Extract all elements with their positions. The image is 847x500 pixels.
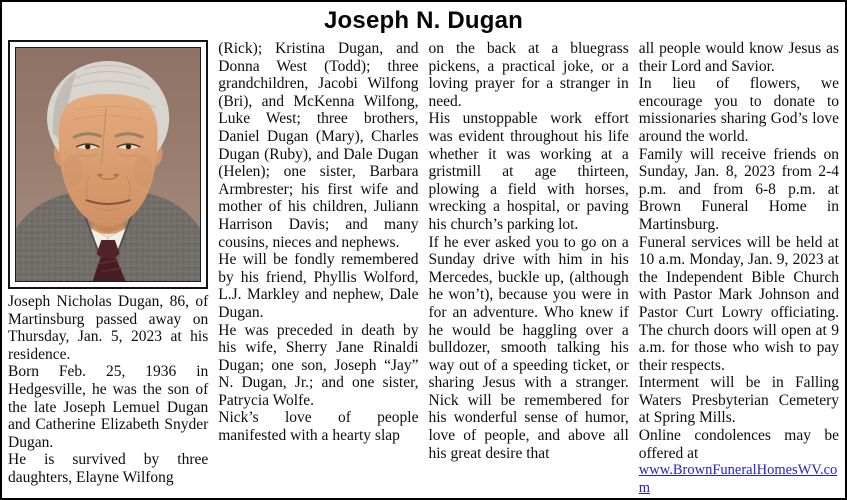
obituary-paragraph: In lieu of flowers, we encourage you to donate to missionaries sharing God’s love around the world.	[638, 75, 839, 145]
column-1	[8, 40, 208, 487]
obituary-paragraph: He is survived by three daughters, Elayne Wilfong	[8, 451, 209, 486]
obituary-paragraph: (Rick); Kristina Dugan, and Donna West (Todd); three grandchildren, Jacobi Wilfong (Bri), and McKenna Wilfong, Luke West; three brothers, Daniel Dugan (Mary), Charles Dugan (Ruby), and Dale Dugan (Helen); one sister, Barbara Armbrester; his first wife and mother of his children, Juliann Harrison Davis; and many cousins, nieces and nephews.	[218, 40, 419, 251]
obituary-paragraph: Funeral services will be held at 10 a.m. Monday, Jan. 9, 2023 at the Independent Bible Church with Pastor Mark Johnson and Pastor Curt Lowry officiating. The church doors will open at 9 a.m. for those who wish to pay their respects.	[638, 233, 839, 374]
obituary-title: Joseph N. Dugan	[323, 7, 524, 34]
column-2	[218, 40, 418, 445]
condolences-link[interactable]: www.BrownFuneralHomesWV.com	[638, 462, 838, 496]
obituary-paragraph: Interment will be in Falling Waters Presbyterian Cemetery at Spring Mills.	[638, 374, 839, 427]
obituary-paragraph: all people would know Jesus as their Lord and Savior.	[638, 40, 839, 75]
obituary-paragraph: Family will receive friends on Sunday, Jan. 8, 2023 from 2-4 p.m. and from 6-8 p.m. at Brown Funeral Home in Martinsburg.	[638, 145, 839, 233]
column-3	[429, 40, 629, 462]
portrait-photo-image	[15, 47, 201, 282]
portrait-photo	[8, 40, 208, 289]
obituary-paragraph: Joseph Nicholas Dugan, 86, of Martinsburg passed away on Thursday, Jan. 5, 2023 at his residence.	[8, 293, 209, 363]
obituary-paragraph: He was preceded in death by his wife, Sherry Jane Rinaldi Dugan; one son, Joseph “Jay” N. Dugan, Jr.; and one sister, Patrycia Wolfe.	[218, 321, 419, 409]
obituary-paragraph: Online condolences may be offered at	[638, 427, 839, 462]
column-4	[639, 40, 839, 497]
obituary-paragraph: He will be fondly remembered by his friend, Phyllis Wolford, L.J. Markley and nephew, Dale Dugan.	[218, 251, 419, 321]
obituary-paragraph: on the back at a bluegrass pickens, a practical joke, or a loving prayer for a stranger in need.	[428, 40, 629, 110]
obituary-paragraph: If he ever asked you to go on a Sunday drive with him in his Mercedes, buckle up, (although he won’t), because you were in for an adventure. Who knew if he would be haggling over a bulldozer, smooth talking his way out of a speeding ticket, or sharing Jesus with a stranger. Nick will be remembered for his wonderful sense of humor, love of people, and above all his great desire that	[428, 233, 629, 462]
obituary-paragraph: Nick’s love of people manifested with a hearty slap	[218, 409, 419, 445]
obituary-paragraph: Born Feb. 25, 1936 in Hedgesville, he was the son of the late Joseph Lemuel Dugan and Catherine Elizabeth Snyder Dugan.	[8, 363, 209, 451]
obituary-paragraph: His unstoppable work effort was evident throughout his life whether it was working at a gristmill at age thirteen, plowing a field with horses, wrecking a hospital, or paving his church’s parking lot.	[428, 110, 629, 233]
obituary-columns	[8, 40, 839, 497]
